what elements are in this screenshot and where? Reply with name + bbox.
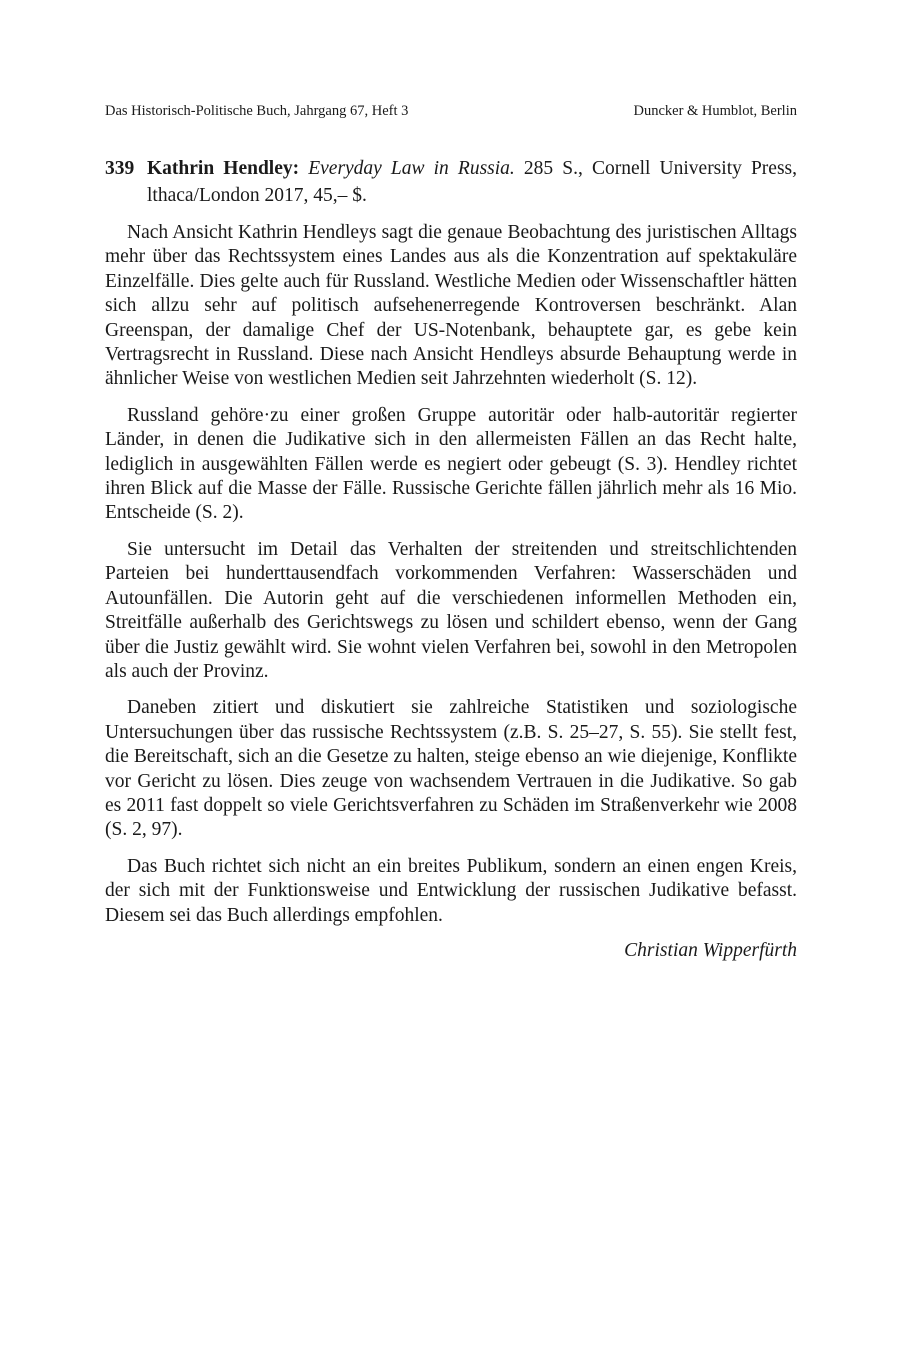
book-author: Kathrin Hendley: — [147, 158, 300, 179]
publication-details: 285 S., Cornell University Press, lthaca/London 2017, 45,– $. — [147, 158, 798, 206]
entry-number: 339 — [105, 158, 135, 179]
book-citation — [105, 155, 797, 209]
running-header — [105, 101, 797, 121]
publisher: Duncker & Humblot, Berlin — [633, 103, 797, 119]
review-paragraph: Daneben zitiert und diskutiert sie zahlreiche Statistiken und soziologische Untersuchungen über das russische Rechtssystem (z.B. S. 25–27, S. 55). Sie stellt fest, die Bereitschaft, sich an die Gesetze zu halten, steige ebenso an wie diejenige, Konflikte vor Gericht zu lösen. Dies zeuge von wachsendem Vertrauen in die Judikative. So gab es 2011 fast doppelt so viele Gerichtsverfahren zu Schäden im Straßenverkehr wie 2008 (S. 2, 97). — [105, 697, 797, 841]
journal-title: Das Historisch-Politische Buch, Jahrgang 67, Heft 3 — [105, 103, 409, 119]
review-paragraph: Das Buch richtet sich nicht an ein breites Publikum, sondern an einen engen Kreis, der sich mit der Funktionsweise und Entwicklung der russischen Judikative befasst. Diesem sei das Buch allerdings empfohlen. — [105, 855, 797, 926]
review-entry — [105, 155, 797, 964]
book-title: Everyday Law in Russia. — [308, 158, 515, 179]
review-paragraph: Russland gehöre·zu einer großen Gruppe autoritär oder halb-autoritär regierter Länder, in denen die Judikative sich in den allermeisten Fällen an das Recht halte, lediglich in ausgewählten Fällen werde es negiert oder gebeugt (S. 3). Hendley richtet ihren Blick auf die Masse der Fälle. Russische Gerichte fällen jährlich mehr als 16 Mio. Entscheide (S. 2). — [105, 404, 797, 524]
reviewer-name: Christian Wipperfürth — [624, 939, 797, 961]
review-paragraph: Nach Ansicht Kathrin Hendleys sagt die genaue Beobachtung des juristischen Alltags mehr über das Rechtssystem eines Landes aus als die Konzentration auf spektakuläre Einzelfälle. Dies gelte auch für Russland. Westliche Medien oder Wissenschaftler hätten sich allzu sehr auf politisch aufsehenerregende Kontroversen beschränkt. Alan Greenspan, der damalige Chef der US-Notenbank, behauptete gar, es gebe kein Vertragsrecht in Russland. Diese nach Ansicht Hendleys absurde Behauptung werde in ähnlicher Weise von westlichen Medien seit Jahrzehnten wiederholt (S. 12). — [105, 222, 797, 390]
review-paragraph: Sie untersucht im Detail das Verhalten der streitenden und streitschlichtenden Parteien bei hunderttausendfach vorkommenden Verfahren: Wasserschäden und Autounfällen. Die Autorin geht auf die verschiedenen informellen Methoden ein, Streitfälle außerhalb des Gerichtswegs zu lösen und schildert ebenso, wenn der Gang über die Justiz gewählt wird. Sie wohnt vielen Verfahren bei, sowohl in den Metropolen als auch der Provinz. — [105, 538, 797, 682]
